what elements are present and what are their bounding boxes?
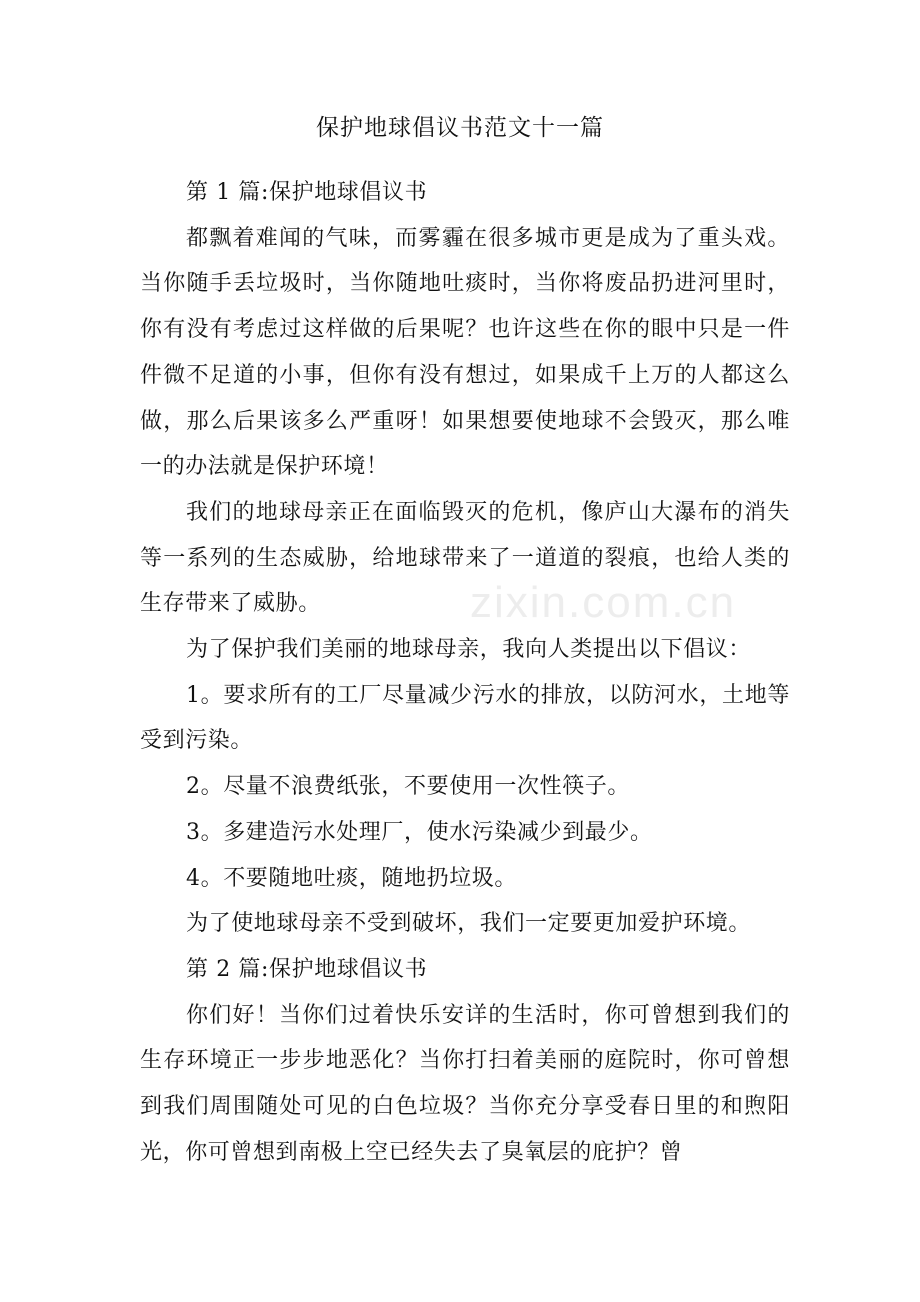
paragraph: 我们的地球母亲正在面临毁灭的危机，像庐山大瀑布的消失等一系列的生态威胁，给地球带来了一道道的裂痕，也给人类的生存带来了威胁。 [140,499,790,617]
paragraph: 为了保护我们美丽的地球母亲，我向人类提出以下倡议： [186,637,752,663]
list-item: 1。要求所有的工厂尽量减少污水的排放，以防河水，土地等受到污染。 [140,682,790,754]
paragraph: 都飘着难闻的气味，而雾霾在很多城市更是成为了重头戏。当你随手丢垃圾时，当你随地吐痰时，当你将废品扔进河里时，你有没有考虑过这样做的后果呢？也许这些在你的眼中只是一件件微不足道的小事，但你有没有想过，如果成千上万的人都这么做，那么后果该多么严重呀！如果想要使地球不会毁灭，那么唯一的办法就是保护环境！ [140,225,790,480]
document-body [140,170,790,1175]
document-title: 保护地球倡议书范文十一篇 [316,115,604,141]
section-heading-1: 第 1 篇:保护地球倡议书 [186,180,428,205]
paragraph: 你们好！当你们过着快乐安详的生活时，你可曾想到我们的生存环境正一步步地恶化？当你打扫着美丽的庭院时，你可曾想到我们周围随处可见的白色垃圾？当你充分享受春日里的和煦阳光，你可曾想到南极上空已经失去了臭氧层的庇护？曾 [140,1002,790,1165]
list-item: 3。多建造污水处理厂，使水污染减少到最少。 [186,819,653,845]
paragraph: 为了使地球母亲不受到破坏，我们一定要更加爱护环境。 [186,911,752,937]
list-item: 4。不要随地吐痰，随地扔垃圾。 [186,865,517,891]
list-item: 2。尽量不浪费纸张，不要使用一次性筷子。 [186,774,630,800]
section-heading-2: 第 2 篇:保护地球倡议书 [186,956,428,982]
watermark: zixin.com.cn [470,578,737,627]
